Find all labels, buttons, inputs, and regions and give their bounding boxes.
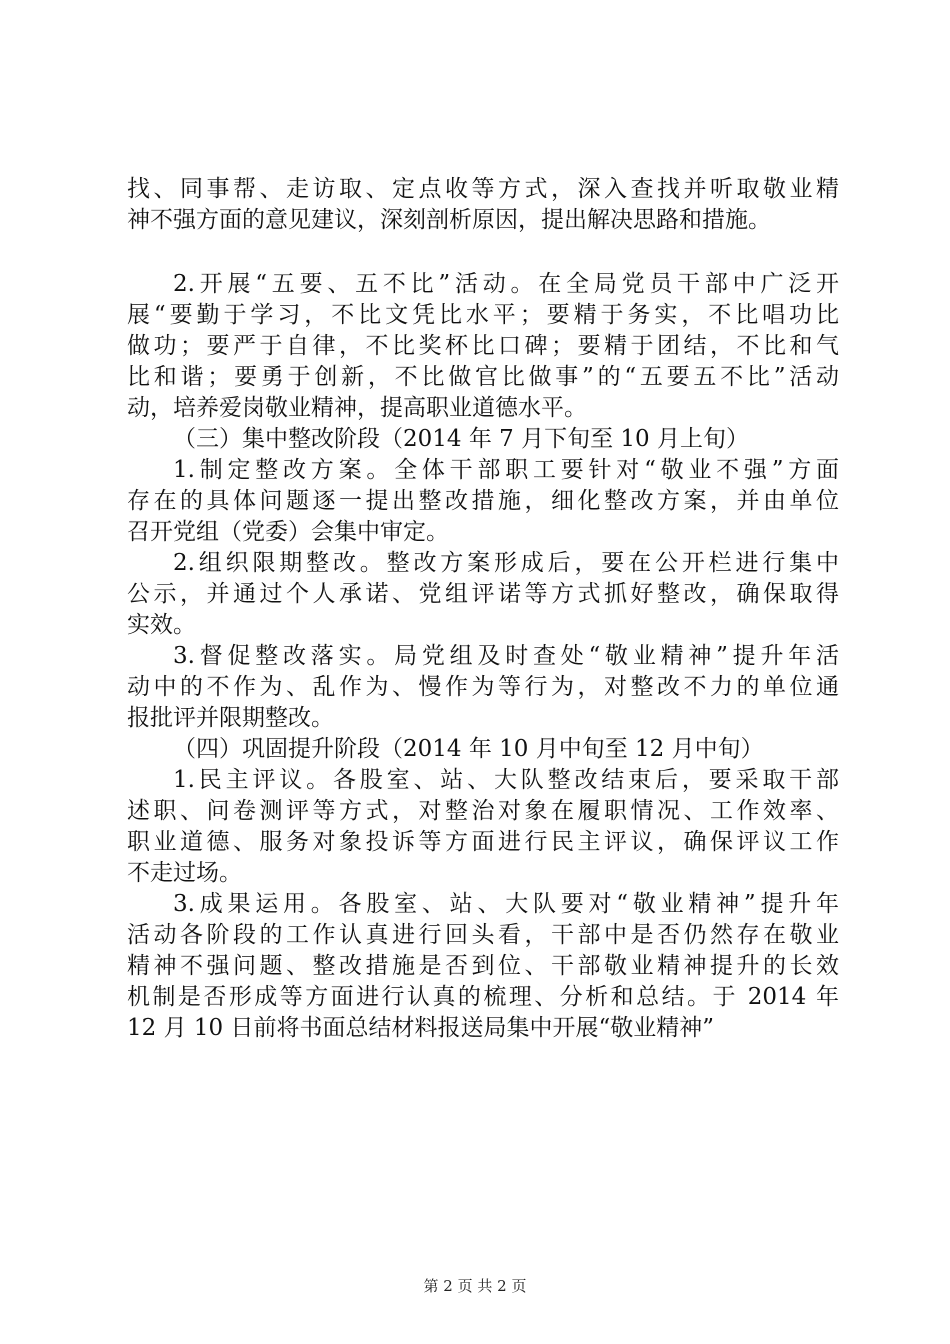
section-heading: （四）巩固提升阶段（2014 年 10 月中旬至 12 月中旬）	[173, 736, 764, 762]
text-line: 精神不强问题、整改措施是否到位、干部敬业精神提升的长效	[127, 953, 839, 979]
text-line: 找、同事帮、走访取、定点收等方式，深入查找并听取敬业精	[127, 176, 839, 202]
text-line: 不走过场。	[127, 860, 242, 886]
text-line: 1.制定整改方案。全体干部职工要针对“敬业不强”方面	[173, 457, 839, 483]
text-line: 实效。	[127, 612, 196, 638]
text-line: 2.开展“五要、五不比”活动。在全局党员干部中广泛开	[173, 271, 839, 297]
text-line: 12 月 10 日前将书面总结材料报送局集中开展“敬业精神”	[127, 1015, 714, 1041]
text-line: 报批评并限期整改。	[127, 705, 334, 731]
text-line: 存在的具体问题逐一提出整改措施，细化整改方案，并由单位	[127, 488, 839, 514]
section-heading: （三）集中整改阶段（2014 年 7 月下旬至 10 月上旬）	[173, 426, 749, 452]
text-line: 机制是否形成等方面进行认真的梳理、分析和总结。于 2014 年	[127, 984, 839, 1010]
text-line: 动，培养爱岗敬业精神，提高职业道德水平。	[127, 395, 587, 421]
paragraph-gap	[127, 236, 839, 269]
text-line: 神不强方面的意见建议，深刻剖析原因，提出解决思路和措施。	[127, 207, 771, 233]
text-line: 2.组织限期整改。整改方案形成后，要在公开栏进行集中	[173, 550, 839, 576]
text-line: 述职、问卷测评等方式，对整治对象在履职情况、工作效率、	[127, 798, 839, 824]
text-line: 做功；要严于自律，不比奖杯比口碑；要精于团结，不比和气	[127, 333, 839, 359]
document-body	[127, 174, 839, 1044]
text-line: 1.民主评议。各股室、站、大队整改结束后，要采取干部	[173, 767, 839, 793]
text-line: 3.成果运用。各股室、站、大队要对“敬业精神”提升年	[173, 891, 839, 917]
text-line: 公示，并通过个人承诺、党组评诺等方式抓好整改，确保取得	[127, 581, 839, 607]
text-line: 展“要勤于学习，不比文凭比水平；要精于务实，不比唱功比	[127, 302, 839, 328]
text-line: 3.督促整改落实。局党组及时查处“敬业精神”提升年活	[173, 643, 839, 669]
text-line: 动中的不作为、乱作为、慢作为等行为，对整改不力的单位通	[127, 674, 839, 700]
text-line: 职业道德、服务对象投诉等方面进行民主评议，确保评议工作	[127, 829, 839, 855]
text-line: 比和谐；要勇于创新，不比做官比做事”的“五要五不比”活动	[127, 364, 839, 390]
text-line: 召开党组（党委）会集中审定。	[127, 519, 449, 545]
text-line: 活动各阶段的工作认真进行回头看，干部中是否仍然存在敬业	[127, 922, 839, 948]
page-footer: 第 2 页 共 2 页	[423, 1277, 527, 1295]
